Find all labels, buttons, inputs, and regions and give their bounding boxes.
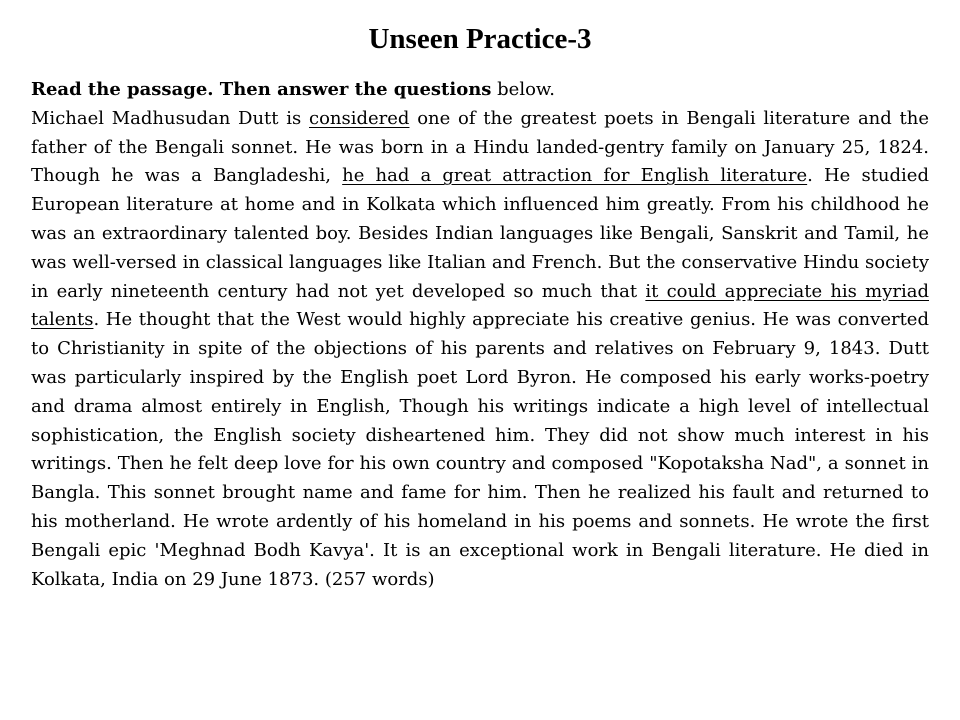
passage-text: one of the greatest poets in Bengali literature and the father of the Bengali sonnet. He was born in a Hindu landed-gentry family on January 25, 1824. Though he was a Bangladeshi,: [31, 107, 930, 187]
passage-body: [31, 105, 929, 595]
passage-text: Michael Madhusudan Dutt is: [31, 107, 309, 129]
underlined-phrase-attraction: he had a great attraction for English literature: [342, 165, 808, 187]
page-title: Unseen Practice-3: [368, 23, 592, 55]
instruction-rest-text: below.: [491, 79, 555, 100]
instruction-bold-text: Read the passage. Then answer the questions: [31, 79, 492, 100]
instruction: [31, 76, 929, 105]
passage-text: . He thought that the West would highly appreciate his creative genius. He was converted to Christianity in spite of the objections of his parents and relatives on February 9, 1843. Dutt was particularly inspired by the English poet Lord Byron. He composed his early works-poetry and drama almost entirely in English, Though his writings indicate a high level of intellectual sophistication, the English society disheartened him. They did not show much interest in his writings. Then he felt deep love for his own country and composed "Kopotaksha Nad", a sonnet in Bangla. This sonnet brought name and fame for him. Then he realized his fault and returned to his motherland. He wrote ardently of his homeland in his poems and sonnets. He wrote the first Bengali epic 'Meghnad Bodh Kavya'. It is an exceptional work in Bengali literature. He died in Kolkata, India on 29 June 1873. (257 words): [31, 309, 929, 590]
underlined-phrase-talents: it could appreciate his myriad talents: [31, 280, 929, 331]
reading-passage: [31, 76, 929, 594]
underlined-word-considered: considered: [309, 107, 410, 129]
passage-text: . He studied European literature at home and in Kolkata which influenced him greatly. From his childhood he was an extraordinary talented boy. Besides Indian languages like Bengali, Sanskrit and Tamil, he was well-versed in classical languages like Italian and French. But the conservative Hindu society in early nineteenth century had not yet developed so much that: [31, 165, 929, 302]
